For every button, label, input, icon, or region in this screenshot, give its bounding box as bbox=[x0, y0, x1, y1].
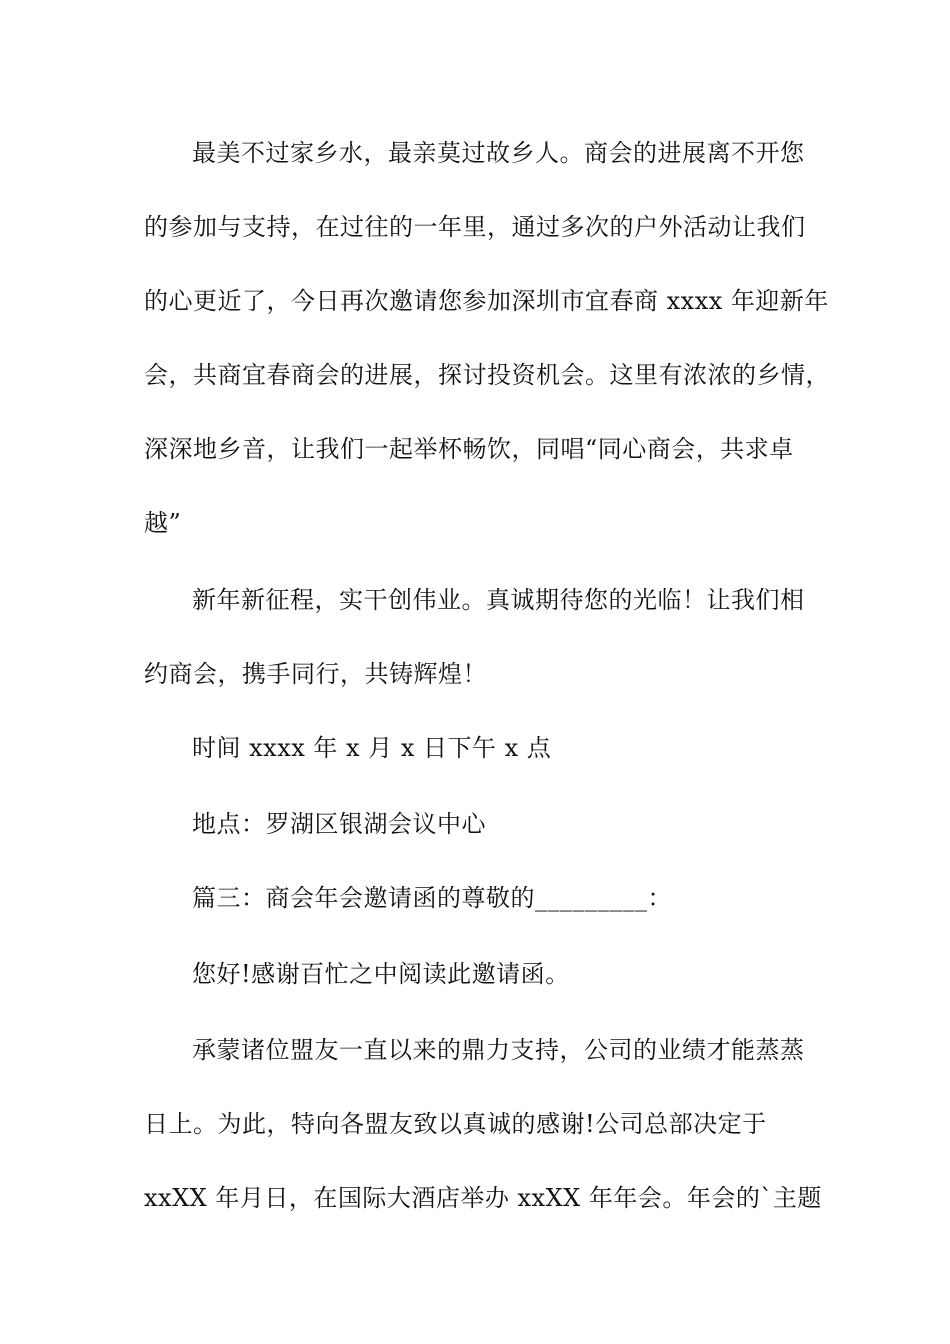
paragraph-line: 约商会，携手同行，共铸辉煌！ bbox=[144, 660, 487, 688]
paragraph-line: 新年新征程，实干创伟业。真诚期待您的光临！让我们相 bbox=[192, 586, 805, 614]
paragraph-line: 越” bbox=[144, 509, 182, 537]
paragraph-line: 的参加与支持，在过往的一年里，通过多次的户外活动让我们 bbox=[144, 213, 806, 241]
location-line: 地点：罗湖区银湖会议中心 bbox=[192, 810, 486, 838]
section-heading: 篇三：商会年会邀请函的尊敬的_________： bbox=[192, 884, 672, 912]
paragraph-line: xxXX 年月日，在国际大酒店举办 xxXX 年年会。年会的`主题 bbox=[144, 1184, 822, 1212]
greeting-line: 您好!感谢百忙之中阅读此邀请函。 bbox=[192, 960, 570, 988]
paragraph-line: 深深地乡音，让我们一起举杯畅饮，同唱“同心商会，共求卓 bbox=[144, 435, 794, 463]
paragraph-line: 最美不过家乡水，最亲莫过故乡人。商会的进展离不开您 bbox=[192, 139, 805, 167]
paragraph-line: 的心更近了，今日再次邀请您参加深圳市宜春商 xxxx 年迎新年 bbox=[144, 287, 829, 315]
paragraph-line: 承蒙诸位盟友一直以来的鼎力支持，公司的业绩才能蒸蒸 bbox=[192, 1036, 805, 1064]
paragraph-line: 日上。为此，特向各盟友致以真诚的感谢!公司总部决定于 bbox=[144, 1110, 767, 1138]
paragraph-line: 会，共商宜春商会的进展，探讨投资机会。这里有浓浓的乡情， bbox=[144, 361, 830, 389]
time-line: 时间 xxxx 年 x 月 x 日下午 x 点 bbox=[192, 734, 552, 762]
